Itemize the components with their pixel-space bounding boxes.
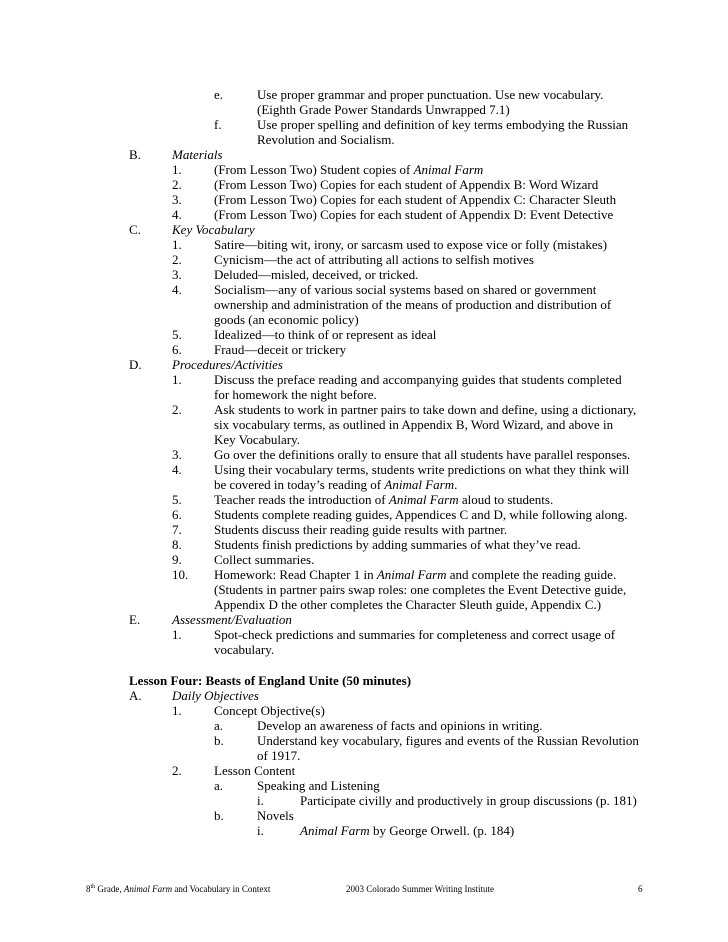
concept-b-line1: Understand key vocabulary, figures and events of the Russian Revolution bbox=[257, 733, 639, 748]
section-e-marker: E. bbox=[129, 612, 141, 627]
objective-f-line2: Revolution and Socialism. bbox=[257, 132, 395, 147]
list-marker-f: f. bbox=[214, 117, 222, 132]
content-b-marker: b. bbox=[214, 808, 224, 823]
content-a: Speaking and Listening bbox=[257, 778, 380, 793]
vocab-item-3-num: 3. bbox=[172, 267, 182, 282]
procedure-5: Teacher reads the introduction of Animal Farm aloud to students. bbox=[214, 492, 554, 507]
objective-1-num: 1. bbox=[172, 703, 182, 718]
content-b-i: Animal Farm by George Orwell. (p. 184) bbox=[300, 823, 515, 838]
assessment-1-num: 1. bbox=[172, 627, 182, 642]
section-d-heading: Procedures/Activities bbox=[172, 357, 283, 372]
materials-item-3: (From Lesson Two) Copies for each student of Appendix C: Character Sleuth bbox=[214, 192, 617, 207]
procedure-7: Students discuss their reading guide results with partner. bbox=[214, 522, 508, 537]
lesson-content: Lesson Content bbox=[214, 763, 296, 778]
procedure-2-line3: Key Vocabulary. bbox=[214, 432, 301, 447]
materials-item-1: (From Lesson Two) Student copies of Animal Farm bbox=[214, 162, 484, 177]
vocab-item-1: Satire—biting wit, irony, or sarcasm used to expose vice or folly (mistakes) bbox=[214, 237, 608, 252]
assessment-1-line1: Spot-check predictions and summaries for completeness and correct usage of bbox=[214, 627, 616, 642]
procedure-2-num: 2. bbox=[172, 402, 182, 417]
procedure-4-num: 4. bbox=[172, 462, 182, 477]
vocab-item-2-num: 2. bbox=[172, 252, 182, 267]
content-a-i: Participate civilly and productively in group discussions (p. 181) bbox=[300, 793, 637, 808]
concept-b-line2: of 1917. bbox=[257, 748, 301, 763]
footer-course-title: 8th Grade, Animal Farm and Vocabulary in Context bbox=[86, 884, 271, 894]
vocab-item-1-num: 1. bbox=[172, 237, 182, 252]
section-c-marker: C. bbox=[129, 222, 141, 237]
footer-page-number: 6 bbox=[638, 884, 643, 894]
vocab-item-2: Cynicism—the act of attributing all actions to selfish motives bbox=[214, 252, 534, 267]
content-b-i-marker: i. bbox=[257, 823, 264, 838]
objective-e-line1: Use proper grammar and proper punctuation. Use new vocabulary. bbox=[257, 87, 604, 102]
procedure-3: Go over the definitions orally to ensure that all students have parallel responses. bbox=[214, 447, 631, 462]
section-d-marker: D. bbox=[129, 357, 142, 372]
objective-2-num: 2. bbox=[172, 763, 182, 778]
lesson-four-a-marker: A. bbox=[129, 688, 142, 703]
concept-a-marker: a. bbox=[214, 718, 224, 733]
procedure-9-num: 9. bbox=[172, 552, 182, 567]
vocab-item-6-num: 6. bbox=[172, 342, 182, 357]
concept-objectives: Concept Objective(s) bbox=[214, 703, 325, 718]
vocab-item-4-line2: ownership and administration of the means of production and distribution of bbox=[214, 297, 612, 312]
materials-item-4-num: 4. bbox=[172, 207, 182, 222]
procedure-4-line2: be covered in today’s reading of Animal Farm. bbox=[214, 477, 458, 492]
concept-b-marker: b. bbox=[214, 733, 224, 748]
section-c-heading: Key Vocabulary bbox=[172, 222, 255, 237]
content-a-marker: a. bbox=[214, 778, 224, 793]
procedure-8-num: 8. bbox=[172, 537, 182, 552]
vocab-item-4-line3: goods (an economic policy) bbox=[214, 312, 359, 327]
section-b-heading: Materials bbox=[172, 147, 223, 162]
section-e-heading: Assessment/Evaluation bbox=[172, 612, 292, 627]
procedure-2-line2: six vocabulary terms, as outlined in Appendix B, Word Wizard, and above in bbox=[214, 417, 614, 432]
lesson-four-a-heading: Daily Objectives bbox=[172, 688, 259, 703]
concept-a: Develop an awareness of facts and opinions in writing. bbox=[257, 718, 543, 733]
procedure-2-line1: Ask students to work in partner pairs to take down and define, using a dictionary, bbox=[214, 402, 637, 417]
procedure-10-num: 10. bbox=[172, 567, 189, 582]
procedure-6: Students complete reading guides, Appendices C and D, while following along. bbox=[214, 507, 628, 522]
vocab-item-5-num: 5. bbox=[172, 327, 182, 342]
procedure-9: Collect summaries. bbox=[214, 552, 315, 567]
vocab-item-5: Idealized—to think of or represent as ideal bbox=[214, 327, 437, 342]
lesson-four-title: Lesson Four: Beasts of England Unite (50 minutes) bbox=[129, 673, 412, 688]
assessment-1-line2: vocabulary. bbox=[214, 642, 275, 657]
materials-item-2: (From Lesson Two) Copies for each student of Appendix B: Word Wizard bbox=[214, 177, 599, 192]
procedure-10-line1: Homework: Read Chapter 1 in Animal Farm and complete the reading guide. bbox=[214, 567, 617, 582]
materials-item-1-num: 1. bbox=[172, 162, 182, 177]
content-b: Novels bbox=[257, 808, 294, 823]
procedure-8: Students finish predictions by adding summaries of what they’ve read. bbox=[214, 537, 581, 552]
materials-item-4: (From Lesson Two) Copies for each student of Appendix D: Event Detective bbox=[214, 207, 614, 222]
procedure-3-num: 3. bbox=[172, 447, 182, 462]
footer-institute: 2003 Colorado Summer Writing Institute bbox=[346, 884, 494, 894]
procedure-7-num: 7. bbox=[172, 522, 182, 537]
objective-e-line2: (Eighth Grade Power Standards Unwrapped 7.1) bbox=[257, 102, 510, 117]
procedure-4-line1: Using their vocabulary terms, students write predictions on what they think will bbox=[214, 462, 630, 477]
vocab-item-6: Fraud—deceit or trickery bbox=[214, 342, 347, 357]
section-b-marker: B. bbox=[129, 147, 141, 162]
procedure-10-line2: (Students in partner pairs swap roles: one completes the Event Detective guide, bbox=[214, 582, 627, 597]
list-marker-e: e. bbox=[214, 87, 224, 102]
procedure-6-num: 6. bbox=[172, 507, 182, 522]
vocab-item-4-line1: Socialism—any of various social systems based on shared or government bbox=[214, 282, 597, 297]
materials-item-3-num: 3. bbox=[172, 192, 182, 207]
objective-f-line1: Use proper spelling and definition of key terms embodying the Russian bbox=[257, 117, 629, 132]
vocab-item-4-num: 4. bbox=[172, 282, 182, 297]
procedure-1-line2: for homework the night before. bbox=[214, 387, 377, 402]
procedure-1-num: 1. bbox=[172, 372, 182, 387]
content-a-i-marker: i. bbox=[257, 793, 264, 808]
materials-item-2-num: 2. bbox=[172, 177, 182, 192]
vocab-item-3: Deluded—misled, deceived, or tricked. bbox=[214, 267, 419, 282]
procedure-10-line3: Appendix D the other completes the Character Sleuth guide, Appendix C.) bbox=[214, 597, 602, 612]
procedure-1-line1: Discuss the preface reading and accompanying guides that students completed bbox=[214, 372, 622, 387]
procedure-5-num: 5. bbox=[172, 492, 182, 507]
